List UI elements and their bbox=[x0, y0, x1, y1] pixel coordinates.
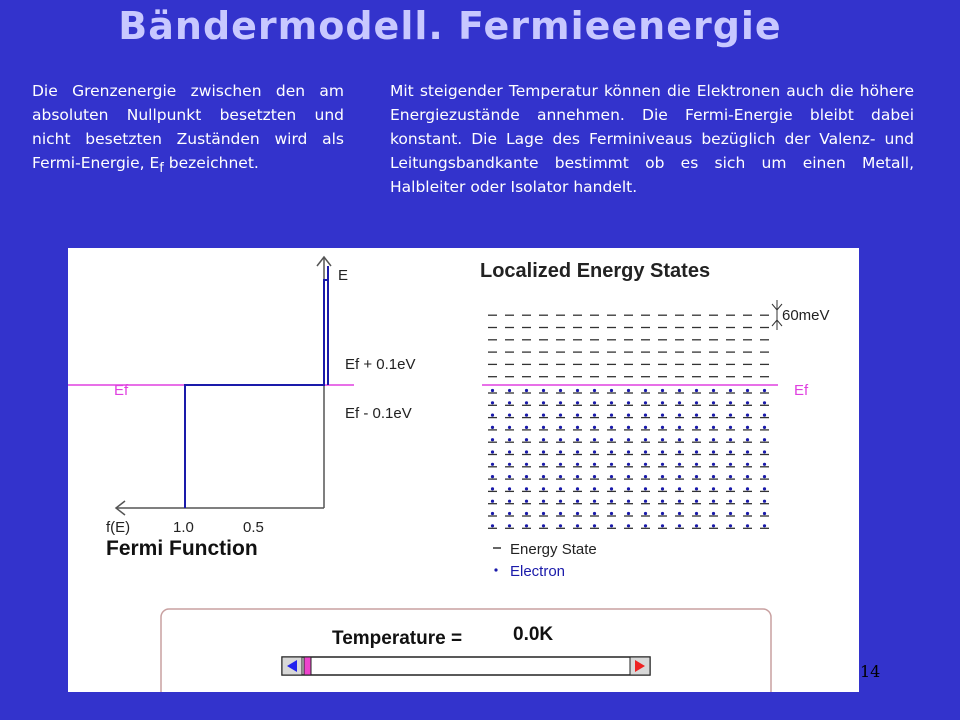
electron bbox=[593, 500, 596, 503]
electron bbox=[610, 475, 613, 478]
electron bbox=[491, 450, 494, 453]
legend-electron-label: Electron bbox=[510, 563, 566, 580]
electron bbox=[644, 389, 647, 392]
electron bbox=[559, 524, 562, 527]
electron bbox=[525, 463, 528, 466]
electron bbox=[678, 450, 681, 453]
electron bbox=[491, 438, 494, 441]
electron bbox=[712, 500, 715, 503]
electron bbox=[729, 450, 732, 453]
electron bbox=[678, 426, 681, 429]
electron bbox=[508, 512, 511, 515]
electron bbox=[746, 512, 749, 515]
electron bbox=[763, 512, 766, 515]
electron bbox=[525, 475, 528, 478]
text-left-subscript: f bbox=[159, 161, 164, 177]
electron bbox=[661, 438, 664, 441]
electron bbox=[593, 389, 596, 392]
electron bbox=[491, 426, 494, 429]
fermi-ef-label: Ef bbox=[114, 382, 129, 399]
electron bbox=[661, 475, 664, 478]
electron bbox=[661, 426, 664, 429]
electron bbox=[695, 475, 698, 478]
electron bbox=[593, 487, 596, 490]
spacing-indicator bbox=[772, 300, 830, 330]
energy-state-rows bbox=[488, 315, 769, 528]
electron bbox=[576, 524, 579, 527]
electron bbox=[508, 414, 511, 417]
fermi-ef-plus-label: Ef + 0.1eV bbox=[345, 356, 416, 373]
electron bbox=[763, 450, 766, 453]
electron bbox=[678, 475, 681, 478]
electron bbox=[525, 438, 528, 441]
electron bbox=[695, 463, 698, 466]
electron bbox=[542, 401, 545, 404]
electron bbox=[763, 401, 766, 404]
slider-track[interactable] bbox=[282, 657, 650, 675]
electron bbox=[610, 401, 613, 404]
electron bbox=[644, 475, 647, 478]
electron bbox=[712, 389, 715, 392]
electron bbox=[661, 524, 664, 527]
electron bbox=[695, 512, 698, 515]
electron bbox=[746, 438, 749, 441]
electron bbox=[610, 512, 613, 515]
temperature-label: Temperature = bbox=[332, 628, 463, 649]
electron bbox=[542, 512, 545, 515]
electron bbox=[508, 487, 511, 490]
electron bbox=[661, 401, 664, 404]
electron bbox=[559, 389, 562, 392]
electron bbox=[542, 487, 545, 490]
electron bbox=[661, 389, 664, 392]
electron bbox=[576, 463, 579, 466]
electron bbox=[763, 487, 766, 490]
electron bbox=[491, 389, 494, 392]
electron bbox=[746, 524, 749, 527]
text-right: Mit steigender Temperatur können die Elektronen auch die höhere Energiezustände annehmen. Die Fermi-Energie bleibt dabei konstant. Die Lage des Ferminiveaus bezüglich der Valenz- und Leitungsbandkante bestimmt ob es sich um einen Metall, Halbleiter oder Isolator handelt. bbox=[390, 82, 914, 196]
electron bbox=[610, 438, 613, 441]
electron bbox=[627, 414, 630, 417]
electron bbox=[729, 512, 732, 515]
temperature-value: 0.0K bbox=[513, 624, 554, 645]
electron bbox=[661, 487, 664, 490]
electron bbox=[542, 450, 545, 453]
electron bbox=[695, 524, 698, 527]
electron bbox=[508, 475, 511, 478]
electron bbox=[508, 438, 511, 441]
simulation-svg bbox=[68, 248, 859, 692]
legend-electron-icon bbox=[494, 568, 497, 571]
electron bbox=[559, 426, 562, 429]
electron bbox=[678, 438, 681, 441]
electron bbox=[576, 426, 579, 429]
fermi-function-plot bbox=[68, 257, 415, 560]
electron bbox=[712, 414, 715, 417]
electron bbox=[542, 389, 545, 392]
electron bbox=[542, 500, 545, 503]
electron bbox=[763, 463, 766, 466]
electron bbox=[695, 426, 698, 429]
electron bbox=[695, 450, 698, 453]
electron bbox=[593, 438, 596, 441]
electron bbox=[695, 389, 698, 392]
electron bbox=[627, 401, 630, 404]
electron bbox=[508, 389, 511, 392]
electron bbox=[542, 426, 545, 429]
electron bbox=[559, 463, 562, 466]
electron bbox=[559, 438, 562, 441]
electron bbox=[610, 414, 613, 417]
electron bbox=[763, 475, 766, 478]
electron bbox=[644, 401, 647, 404]
electron bbox=[644, 463, 647, 466]
electron bbox=[678, 414, 681, 417]
fermi-tick-1: 1.0 bbox=[173, 519, 194, 536]
simulation-panel bbox=[68, 248, 859, 692]
fermi-tick-2: 0.5 bbox=[243, 519, 264, 536]
electron bbox=[491, 414, 494, 417]
electron bbox=[508, 401, 511, 404]
electron bbox=[491, 512, 494, 515]
electron bbox=[678, 500, 681, 503]
electron bbox=[729, 475, 732, 478]
electron bbox=[627, 426, 630, 429]
electron bbox=[508, 524, 511, 527]
electron bbox=[610, 389, 613, 392]
electron bbox=[525, 389, 528, 392]
electron bbox=[712, 438, 715, 441]
electron bbox=[576, 487, 579, 490]
electron bbox=[593, 450, 596, 453]
electron bbox=[508, 463, 511, 466]
electron bbox=[729, 426, 732, 429]
electron bbox=[729, 401, 732, 404]
electron bbox=[644, 524, 647, 527]
electron bbox=[644, 414, 647, 417]
energy-states-diagram bbox=[480, 260, 830, 580]
energy-states-title: Localized Energy States bbox=[480, 260, 711, 282]
electron bbox=[576, 438, 579, 441]
electron bbox=[559, 487, 562, 490]
electron bbox=[525, 487, 528, 490]
electron bbox=[610, 450, 613, 453]
slide-title: Bändermodell. Fermieenergie bbox=[118, 4, 782, 48]
electron bbox=[508, 500, 511, 503]
temperature-control bbox=[161, 609, 771, 692]
electron bbox=[627, 512, 630, 515]
slider-thumb[interactable] bbox=[304, 657, 311, 675]
electron bbox=[610, 487, 613, 490]
electron bbox=[525, 450, 528, 453]
fermi-plot-title: Fermi Function bbox=[106, 537, 258, 560]
fermi-ef-minus-label: Ef - 0.1eV bbox=[345, 405, 412, 422]
electron bbox=[678, 512, 681, 515]
electron bbox=[644, 450, 647, 453]
electron bbox=[576, 500, 579, 503]
electron bbox=[525, 414, 528, 417]
electron bbox=[661, 463, 664, 466]
electron bbox=[491, 401, 494, 404]
spacing-label: 60meV bbox=[782, 307, 830, 324]
electron bbox=[593, 401, 596, 404]
electron bbox=[593, 463, 596, 466]
electron bbox=[559, 512, 562, 515]
electron bbox=[712, 401, 715, 404]
electron bbox=[729, 389, 732, 392]
electron bbox=[627, 500, 630, 503]
electron bbox=[576, 414, 579, 417]
electron bbox=[729, 500, 732, 503]
electron bbox=[746, 487, 749, 490]
electron bbox=[729, 524, 732, 527]
electron bbox=[593, 475, 596, 478]
electron bbox=[542, 438, 545, 441]
electron bbox=[627, 475, 630, 478]
legend-state-label: Energy State bbox=[510, 541, 597, 558]
electron bbox=[593, 512, 596, 515]
electron bbox=[678, 389, 681, 392]
electron bbox=[627, 450, 630, 453]
electron bbox=[729, 438, 732, 441]
electron bbox=[678, 401, 681, 404]
electron bbox=[729, 487, 732, 490]
electron bbox=[525, 524, 528, 527]
electron bbox=[610, 426, 613, 429]
electron bbox=[695, 401, 698, 404]
electron bbox=[610, 524, 613, 527]
fermi-y-label: E bbox=[338, 267, 349, 284]
text-left bbox=[32, 79, 344, 181]
electron bbox=[746, 426, 749, 429]
electron bbox=[763, 389, 766, 392]
electron bbox=[593, 524, 596, 527]
electron bbox=[508, 426, 511, 429]
electron bbox=[746, 463, 749, 466]
electron bbox=[678, 524, 681, 527]
slide-number: 14 bbox=[860, 662, 881, 681]
electron bbox=[729, 463, 732, 466]
electron bbox=[491, 500, 494, 503]
electron bbox=[712, 463, 715, 466]
electron bbox=[559, 414, 562, 417]
electron bbox=[746, 389, 749, 392]
electron bbox=[576, 389, 579, 392]
electron bbox=[542, 475, 545, 478]
electron bbox=[661, 450, 664, 453]
electron bbox=[525, 500, 528, 503]
electron bbox=[559, 450, 562, 453]
electron bbox=[661, 414, 664, 417]
fermi-curve bbox=[185, 266, 328, 508]
electron bbox=[559, 401, 562, 404]
electron bbox=[712, 487, 715, 490]
electron bbox=[491, 463, 494, 466]
electron bbox=[610, 500, 613, 503]
electron bbox=[627, 463, 630, 466]
electron bbox=[763, 414, 766, 417]
electron bbox=[491, 487, 494, 490]
electron bbox=[627, 487, 630, 490]
electron bbox=[491, 524, 494, 527]
electron bbox=[593, 414, 596, 417]
electron bbox=[695, 414, 698, 417]
electron bbox=[627, 438, 630, 441]
electron bbox=[661, 500, 664, 503]
electron bbox=[746, 450, 749, 453]
electron bbox=[712, 450, 715, 453]
electron bbox=[576, 512, 579, 515]
electron bbox=[746, 500, 749, 503]
electron bbox=[712, 524, 715, 527]
electron bbox=[661, 512, 664, 515]
electron bbox=[559, 500, 562, 503]
electron bbox=[542, 463, 545, 466]
fermi-x-label: f(E) bbox=[106, 519, 131, 536]
electron bbox=[695, 438, 698, 441]
energy-ef-label: Ef bbox=[794, 382, 809, 399]
electron bbox=[627, 389, 630, 392]
electron bbox=[712, 426, 715, 429]
electron bbox=[593, 426, 596, 429]
text-left-end: bezeichnet. bbox=[163, 154, 259, 172]
electron bbox=[559, 475, 562, 478]
electron bbox=[525, 426, 528, 429]
electron bbox=[542, 414, 545, 417]
electron bbox=[712, 512, 715, 515]
temperature-frame bbox=[161, 609, 771, 692]
electron bbox=[644, 426, 647, 429]
electron bbox=[644, 500, 647, 503]
text-left-main: Die Grenzenergie zwischen den am absoluten Nullpunkt besetzten und nicht besetzten Zuständen wird als Fermi-Energie, E bbox=[32, 82, 344, 172]
electron bbox=[746, 401, 749, 404]
electron bbox=[610, 463, 613, 466]
electron bbox=[678, 487, 681, 490]
electron bbox=[763, 524, 766, 527]
electron bbox=[576, 401, 579, 404]
electron bbox=[576, 475, 579, 478]
electron bbox=[491, 475, 494, 478]
electron bbox=[763, 500, 766, 503]
electron bbox=[627, 524, 630, 527]
electron bbox=[644, 487, 647, 490]
electron bbox=[542, 524, 545, 527]
electron bbox=[644, 438, 647, 441]
electron bbox=[644, 512, 647, 515]
electron bbox=[729, 414, 732, 417]
electron bbox=[525, 512, 528, 515]
electron bbox=[746, 475, 749, 478]
electron bbox=[695, 500, 698, 503]
electron bbox=[508, 450, 511, 453]
electron bbox=[525, 401, 528, 404]
electron bbox=[678, 463, 681, 466]
electron bbox=[712, 475, 715, 478]
electron bbox=[746, 414, 749, 417]
electron bbox=[695, 487, 698, 490]
electron bbox=[576, 450, 579, 453]
electron bbox=[763, 426, 766, 429]
electron bbox=[763, 438, 766, 441]
